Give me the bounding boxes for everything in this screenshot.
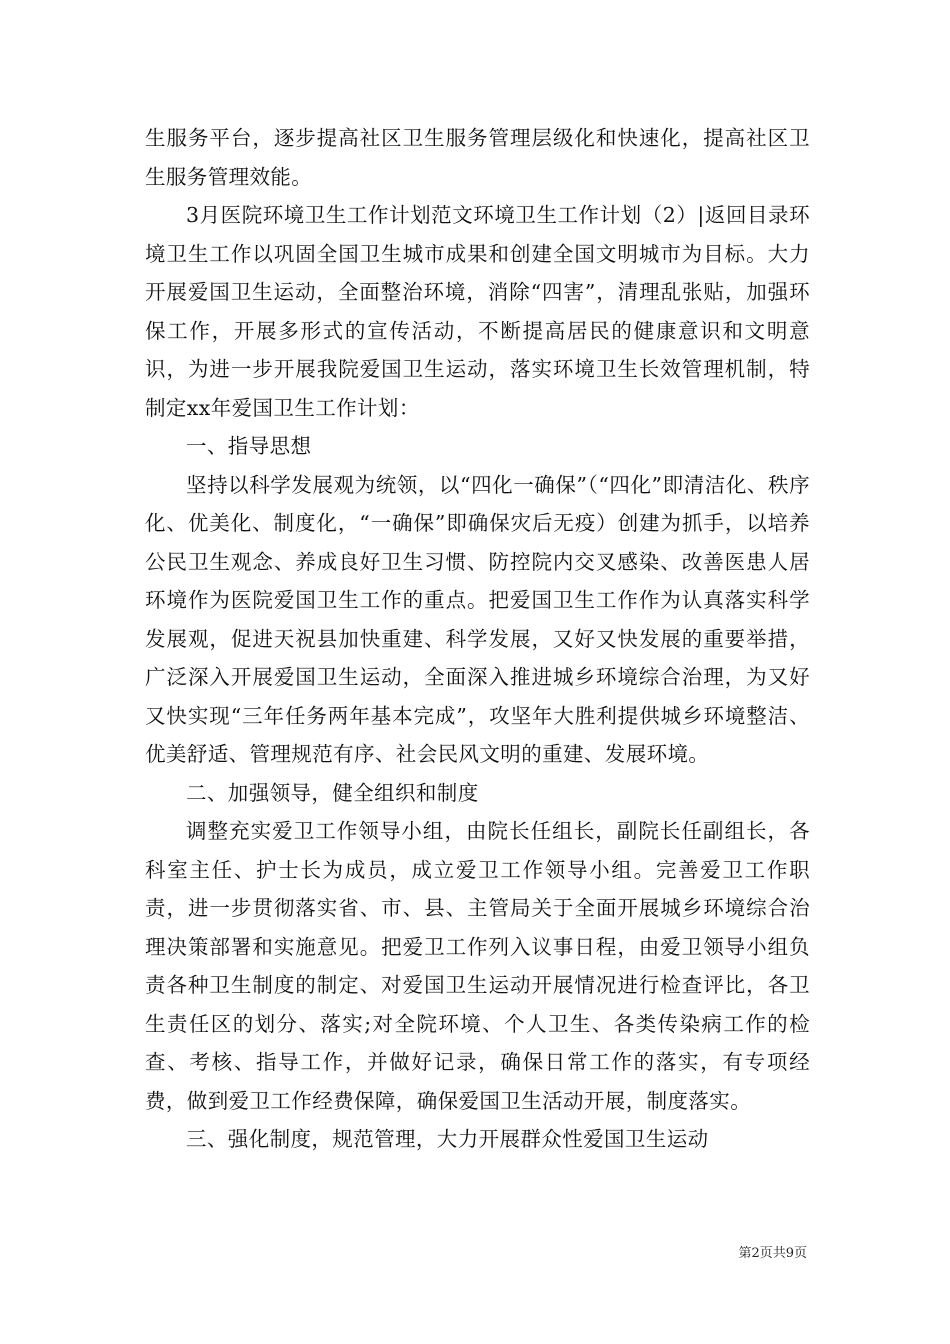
document-body xyxy=(145,119,810,1159)
paragraph-continuation: 生服务平台，逐步提高社区卫生服务管理层级化和快速化，提高社区卫生服务管理效能。 xyxy=(145,126,810,189)
paragraph-guiding-ideology: 坚持以科学发展观为统领，以“四化一确保”（“四化”即清洁化、秩序化、优美化、制度化，“一确保”即确保灾后无疫）创建为抓手，以培养公民卫生观念、养成良好卫生习惯、防控院内交叉感染、改善医患人居环境作为医院爱国卫生工作的重点。把爱国卫生工作作为认真落实科学发展观，促进天祝县加快重建、科学发展，又好又快发展的重要举措，广泛深入开展爱国卫生运动，全面深入推进城乡环境综合治理，为又好又快实现“三年任务两年基本完成”，攻坚年大胜利提供城乡环境整洁、优美舒适、管理规范有序、社会民风文明的重建、发展环境。 xyxy=(145,472,810,766)
section-heading-guiding-ideology: 一、指导思想 xyxy=(186,434,312,458)
paragraph-intro: 3月医院环境卫生工作计划范文环境卫生工作计划（2）|返回目录环境卫生工作以巩固全国卫生城市成果和创建全国文明城市为目标。大力开展爱国卫生运动，全面整治环境，消除“四害”，清理乱张贴，加强环保工作，开展多形式的宣传活动，不断提高居民的健康意识和文明意识，为进一步开展我院爱国卫生运动，落实环境卫生长效管理机制，特制定xx年爱国卫生工作计划： xyxy=(145,203,810,420)
section-heading-system: 三、强化制度，规范管理，大力开展群众性爱国卫生运动 xyxy=(186,1127,709,1151)
section-heading-leadership: 二、加强领导，健全组织和制度 xyxy=(186,780,479,805)
page-number: 第2页共9页 xyxy=(738,1246,807,1261)
paragraph-leadership: 调整充实爱卫工作领导小组，由院长任组长，副院长任副组长，各科室主任、护士长为成员，成立爱卫工作领导小组。完善爱卫工作职责，进一步贯彻落实省、市、县、主管局关于全面开展城乡环境综合治理决策部署和实施意见。把爱卫工作列入议事日程，由爱卫领导小组负责各种卫生制度的制定、对爱国卫生运动开展情况进行检查评比，各卫生责任区的划分、落实;对全院环境、个人卫生、各类传染病工作的检查、考核、指导工作，并做好记录，确保日常工作的落实，有专项经费，做到爱卫工作经费保障，确保爱国卫生活动开展，制度落实。 xyxy=(145,819,810,1113)
